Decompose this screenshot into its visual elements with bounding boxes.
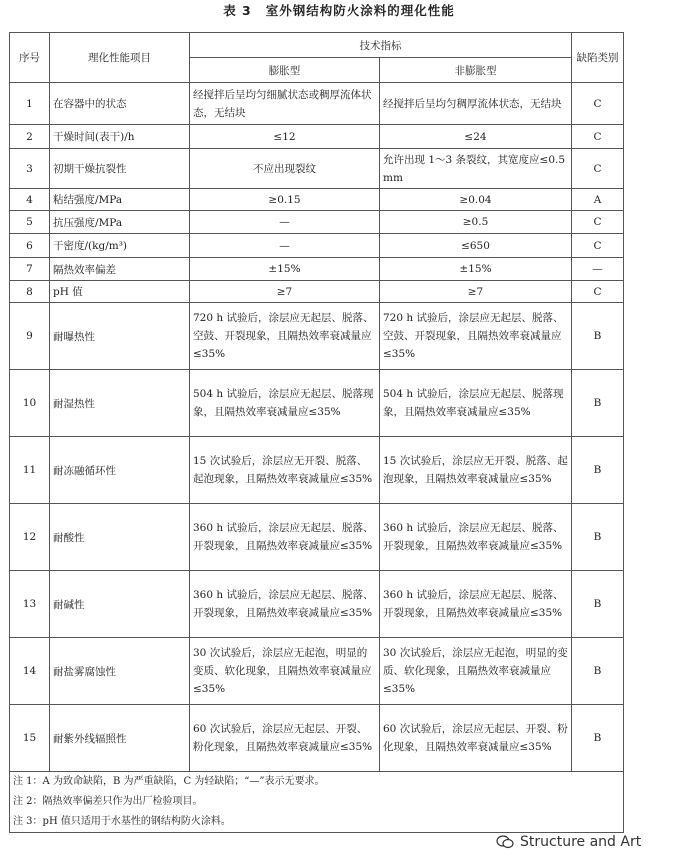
row-item: 隔热效率偏差 (50, 258, 190, 281)
row-number: 13 (10, 571, 50, 638)
row-defect-category: B (572, 437, 624, 504)
table-row (10, 189, 624, 211)
row-defect-category: B (572, 504, 624, 571)
row-item: 耐盐雾腐蚀性 (50, 638, 190, 705)
row-number: 14 (10, 638, 50, 705)
table-number: 表 3 (223, 3, 252, 18)
row-item: 耐紫外线辐照性 (50, 705, 190, 772)
table-row (10, 211, 624, 234)
row-item: 耐冻融循环性 (50, 437, 190, 504)
row-number: 9 (10, 303, 50, 370)
row-defect-category: B (572, 638, 624, 705)
row-non-expand-value: ≤650 (380, 234, 572, 258)
table-row (10, 149, 624, 189)
note-1: 注 1：A 为致命缺陷，B 为严重缺陷，C 为轻缺陷；“—”表示无要求。 (13, 776, 325, 787)
table-caption (0, 0, 678, 26)
row-item: 干密度/(kg/m³) (50, 234, 190, 258)
row-item: 耐碱性 (50, 571, 190, 638)
watermark (496, 832, 676, 852)
row-expand-value: ≤12 (190, 125, 380, 149)
notes-row (10, 772, 624, 833)
row-non-expand-value: 60 次试验后，涂层应无起层、开裂、粉化现象，且隔热效率衰减量应≤35% (380, 705, 572, 772)
row-defect-category: — (572, 258, 624, 281)
header-defect: 缺陷类别 (572, 33, 624, 83)
row-defect-category: C (572, 281, 624, 303)
row-non-expand-value: ≤24 (380, 125, 572, 149)
row-number: 1 (10, 83, 50, 125)
row-defect-category: B (572, 571, 624, 638)
row-non-expand-value: ±15% (380, 258, 572, 281)
row-expand-value: 360 h 试验后，涂层应无起层、脱落、开裂现象，且隔热效率衰减量应≤35% (190, 504, 380, 571)
row-non-expand-value: 720 h 试验后，涂层应无起层、脱落、空鼓、开裂现象，且隔热效率衰减量应≤35% (380, 303, 572, 370)
row-number: 15 (10, 705, 50, 772)
row-defect-category: A (572, 189, 624, 211)
row-item: 粘结强度/MPa (50, 189, 190, 211)
note-3: 注 3：pH 值只适用于水基性的钢结构防火涂料。 (13, 816, 231, 827)
table-row (10, 83, 624, 125)
row-defect-category: C (572, 234, 624, 258)
row-non-expand-value: ≥0.5 (380, 211, 572, 234)
table-row (10, 281, 624, 303)
row-non-expand-value: 经搅拌后呈均匀稠厚流体状态，无结块 (380, 83, 572, 125)
row-item: 耐酸性 (50, 504, 190, 571)
row-item: 抗压强度/MPa (50, 211, 190, 234)
header-no: 序号 (10, 33, 50, 83)
row-expand-value: 经搅拌后呈均匀细腻状态或稠厚流体状态，无结块 (190, 83, 380, 125)
row-non-expand-value: ≥7 (380, 281, 572, 303)
row-defect-category: C (572, 83, 624, 125)
wechat-icon (496, 835, 514, 849)
row-number: 3 (10, 149, 50, 189)
row-expand-value: ±15% (190, 258, 380, 281)
row-number: 2 (10, 125, 50, 149)
header-tech: 技术指标 (190, 33, 572, 58)
table-row (10, 125, 624, 149)
row-expand-value: 不应出现裂纹 (190, 149, 380, 189)
table-row (10, 258, 624, 281)
row-item: 耐曝热性 (50, 303, 190, 370)
watermark-text: Structure and Art (520, 834, 642, 850)
row-expand-value: 15 次试验后，涂层应无开裂、脱落、起泡现象，且隔热效率衰减量应≤35% (190, 437, 380, 504)
row-expand-value: ≥7 (190, 281, 380, 303)
row-item: 初期干燥抗裂性 (50, 149, 190, 189)
row-non-expand-value: 360 h 试验后，涂层应无起层、脱落、开裂现象，且隔热效率衰减量应≤35% (380, 571, 572, 638)
row-expand-value: — (190, 234, 380, 258)
row-item: pH 值 (50, 281, 190, 303)
row-number: 12 (10, 504, 50, 571)
row-defect-category: C (572, 149, 624, 189)
notes-cell (10, 772, 624, 833)
row-number: 11 (10, 437, 50, 504)
table-title: 室外钢结构防火涂料的理化性能 (265, 3, 455, 18)
row-number: 7 (10, 258, 50, 281)
row-expand-value: 360 h 试验后，涂层应无起层、脱落、开裂现象，且隔热效率衰减量应≤35% (190, 571, 380, 638)
table-row (10, 370, 624, 437)
row-number: 8 (10, 281, 50, 303)
table-row (10, 437, 624, 504)
table-row (10, 303, 624, 370)
row-item: 在容器中的状态 (50, 83, 190, 125)
row-defect-category: B (572, 303, 624, 370)
row-expand-value: 60 次试验后，涂层应无起层、开裂、粉化现象，且隔热效率衰减量应≤35% (190, 705, 380, 772)
table-row (10, 234, 624, 258)
header-expand: 膨胀型 (190, 58, 380, 83)
table-row (10, 504, 624, 571)
row-non-expand-value: 允许出现 1～3 条裂纹，其宽度应≤0.5 mm (380, 149, 572, 189)
row-expand-value: ≥0.15 (190, 189, 380, 211)
header-non-expand: 非膨胀型 (380, 58, 572, 83)
row-expand-value: 720 h 试验后，涂层应无起层、脱落、空鼓、开裂现象，且隔热效率衰减量应≤35% (190, 303, 380, 370)
row-number: 10 (10, 370, 50, 437)
row-defect-category: C (572, 125, 624, 149)
row-expand-value: 30 次试验后，涂层应无起泡，明显的变质、软化现象，且隔热效率衰减量应≤35% (190, 638, 380, 705)
row-number: 6 (10, 234, 50, 258)
note-2: 注 2：隔热效率偏差只作为出厂检验项目。 (13, 796, 203, 807)
row-non-expand-value: ≥0.04 (380, 189, 572, 211)
table-row (10, 571, 624, 638)
row-non-expand-value: 504 h 试验后，涂层应无起层、脱落现象，且隔热效率衰减量应≤35% (380, 370, 572, 437)
row-item: 干燥时间(表干)/h (50, 125, 190, 149)
row-item: 耐湿热性 (50, 370, 190, 437)
table-row (10, 705, 624, 772)
table-body (10, 83, 624, 772)
row-non-expand-value: 360 h 试验后，涂层应无起层、脱落、开裂现象，且隔热效率衰减量应≤35% (380, 504, 572, 571)
row-non-expand-value: 15 次试验后，涂层应无开裂、脱落、起泡现象，且隔热效率衰减量应≤35% (380, 437, 572, 504)
row-expand-value: — (190, 211, 380, 234)
table-row (10, 638, 624, 705)
row-non-expand-value: 30 次试验后，涂层应无起泡，明显的变质、软化现象，且隔热效率衰减量应≤35% (380, 638, 572, 705)
row-number: 4 (10, 189, 50, 211)
header-item: 理化性能项目 (50, 33, 190, 83)
row-defect-category: C (572, 211, 624, 234)
row-defect-category: B (572, 705, 624, 772)
row-defect-category: B (572, 370, 624, 437)
row-number: 5 (10, 211, 50, 234)
row-expand-value: 504 h 试验后，涂层应无起层、脱落现象，且隔热效率衰减量应≤35% (190, 370, 380, 437)
properties-table (9, 32, 624, 833)
